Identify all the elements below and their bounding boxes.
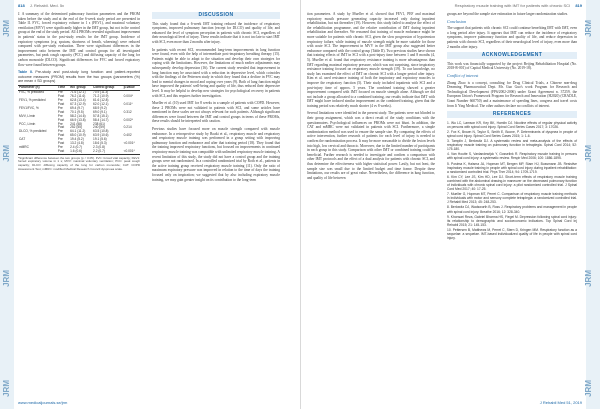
table-cell: 0.312 [123, 109, 132, 114]
running-head-text: J. Rehabil. Med. 5x [29, 3, 65, 8]
table-cell: Pre [57, 98, 63, 103]
footer-citation: J Rehabil Med 51, 2019 [539, 400, 582, 405]
running-head [18, 3, 64, 8]
table-cell: 238 (61) [93, 121, 105, 126]
page-number: 819 [575, 3, 582, 8]
table-cell: 71.6 (12.1) [70, 90, 86, 95]
table-cell: CAT [19, 137, 26, 142]
table-cell: Pre [57, 113, 63, 118]
reference-item: 4. Van Houtte S, Vanlandewijck Y, Gosselink R. Respiratory muscle training in persons with spinal cord injury: a systematic review. Respir Med 2006; 100: 1886-1895. [447, 152, 577, 161]
conflict-of-interest-paragraph: Zhang Zhao is a concept, consulting for Drug Clinical Trials, a Chinese non-drug Dreaming Pharmaceutical Dept. Mr. Guo Guo's work Program for Research and Technological Development (FP6/2002-2006) under Grant Agreement n. 37259, the European Union's Framework Program for Research and Innovation (H2020) (CRADLE, Grant Number 660750) and a maintenance of speeding lines, congress and travel costs from Ji Ying Medical. The other authors declare no conflicts of interest. [447, 80, 577, 108]
table-cell: Pre [57, 90, 63, 95]
reference-item: 10. Pettersen B, Matthews M, Perret C, Stern D, Kringen MM. Respiratory function as a sequelae: a sequelae. IMT-based individualized quality of life in people with spinal cord injury. [447, 227, 577, 241]
table-cell: 76.2 (11.6) [70, 94, 86, 99]
table-cell: 13.2 (4.8) [70, 141, 84, 146]
reference-item: 6. Kim CY, Lee JS, Kim HD, Lee DJ. Short-term effects of respiratory muscle training combined with the abdominal drawing-in maneuver on the decreased pulmonary function of individuals with chronic spinal cord injury: a pilot randomized controlled trial. J Spinal Cord Med 2017; 40: 17-25. [447, 174, 577, 192]
jrm-side-mark: JRM [584, 270, 593, 287]
jrm-side-mark: JRM [584, 20, 593, 37]
table-cell: Post [57, 94, 65, 99]
table-caption [18, 70, 140, 83]
table-cell: mMRC [19, 144, 29, 149]
table-cell: 19.4 (5.2) [70, 137, 84, 142]
table-cell: Pre [57, 137, 63, 142]
table-cell: 69.4 (9.7) [70, 105, 84, 110]
jrm-side-mark: JRM [2, 20, 11, 37]
table-cell: 241 (58) [70, 121, 82, 126]
reference-item: 1. Wu LC, Lamson KR, Key BK, Hamlin DJ. Nicotine effects of regular physical activity on persons with spinal cord injury. Spinal Cord Series Cases 2017; 3: 17026. [447, 120, 577, 129]
table-cell: 18.6 (5.3) [93, 141, 107, 146]
reference-item: 3. Tamplin J, Berlowitz DJ. A systematic review and meta-analysis of the effects of respiratory muscle training on pulmonary function in tetraplegia. Spinal Cord 2014; 52: 175-180. [447, 139, 577, 152]
body-paragraph: J. A summary of the determined pulmonary function parameters and the PROM taken before the study and at the end of the 6-week study period are presented in Table II. FVC, forced expiratory volume in 1 s (FEV1), and maximal voluntary ventilation (MVV) were significantly higher in the IMT group, but not in the control group at the end of the study period. All 4 PROMs revealed significant improvement in patients' status in the post-study results for the IMT group. Incidence of expiratory symptoms (e.g. sputum, shortness of breath, wheezing) were reduced compared with pre-study evaluation. There were significant differences in the improvement ratio between the IMT and control groups for all investigated parameters, but peak cough capacity (PCC) and diffusing capacity of the lung for carbon monoxide (DLCO). Significant differences for FVC and forced expiratory flow were found between groups. [18, 12, 140, 67]
body-paragraph: Several limitations were identified in the present study. The patients were not blinded to their group assignment, which was a direct result of the study conditions with the questionnaires. Psychological influences on PROMs were not blunt. In addition, the CAT and mMRC were not validated in patients with SCI. Furthermore, a simple randomization method was used to ensure the sample size. By comparing the effects of active intervention, further research of patients for each level of injury is needed to confirm the randomization process. It may be more reasonable to divide the lesion levels into high, low cervical and thoracic. Moreover, due to the limited number of participants in each group in this study. Comparison with other IMT or combined training could be beneficial. Further research is needed to investigate and confirm a comparison with other IMT protocols and the effect of a dual analysis for patients with chronic SCI, and thus determine the effectiveness with higher statistical power. Lastly, but not least, the sample size was small due to the limited budget and time frame. Despite these limitations, our results are of great value. Nevertheless, the difference in lung function, and quality of life between [307, 111, 435, 180]
jrm-side-mark: JRM [2, 270, 11, 287]
table-cell: 240 (59) [93, 125, 105, 130]
table-cell: Post [57, 133, 65, 138]
table-caption-label: Table II. [18, 70, 33, 75]
left-column-1 [18, 12, 140, 172]
table-cell: Post [57, 141, 65, 146]
table-cell: 66.9 (13.8) [70, 117, 86, 122]
table-cell: Pre [57, 144, 63, 149]
body-paragraph: This study found that a 6-week IMT training reduced the incidence of respiratory symptoms, improved pulmonary function (except for DLCO) and quality of life, and enhanced the level of symptom perception in patients with chronic SCI, regardless of their neurological level of injury. These results indicate that it is not too late to start IMT with SCI, even more than 2 months after injury. [152, 21, 280, 44]
table-cell: 0.002* [123, 117, 133, 122]
table-cell: 71.2 (10.9) [93, 94, 109, 99]
table-cell: FEV1, % predicted [19, 98, 46, 103]
table-cell: 0.214 [123, 125, 132, 130]
right-page [300, 0, 600, 409]
table-body [18, 91, 140, 155]
table-cell: 0.402 [123, 133, 132, 138]
table-cell: 63.5 (10.8) [93, 129, 109, 134]
body-paragraph: Previous studies have focused more on muscle strength compared with muscle endurance. In a retrospective study by Boaki et al., respiratory muscle and respiratory and respiratory muscle training was performed in a group setting with improving pulmonary function and endurance and after that training period (18). They found that the training improved respiratory functions, but focused on improvements in continued respiratory muscle training was compatible with unlimited respiratory muscle training. A recent limitation of this study, the study did not have a control group and the training groups were not randomized. In a controlled randomized trial by Roth et al., patients in the active training group received respiratory muscle training (11). Only the ratio of maximum expiratory pressure was improved in relation to the time of days the training focused only on inspiration; we suggested that by also including expiratory muscle training, we may gain greater insight on its contribution to the long-term [152, 127, 280, 182]
table-header-cell: p-value [123, 86, 140, 91]
table-cell: 57.8 (15.1) [93, 113, 109, 118]
table-cell: 63.9 (10.6) [93, 133, 109, 138]
acknowledgement-paragraph: This work was financially supported by the project Beijing Rehabilitation Hospital (No. 2018-R-001) of Capital Medical University (No. 2019-18). [447, 61, 577, 71]
table-cell: MVV, L/min [19, 113, 36, 118]
table-cell: 62.8 (13.4) [70, 98, 86, 103]
table-header-cell: IMT group [69, 86, 92, 91]
reference-item: 7. Mueller G, Hopman MT, Perret C. Comparison of respiratory muscle training methods in individuals with motor and sensory complete tetraplegia: a randomized controlled trial. J Rehabil Med 2013; 45: 248-253. [447, 192, 577, 205]
jrm-side-stripe [0, 0, 14, 409]
right-column-1 [307, 12, 435, 183]
reference-item: 2. Fox K, Brown N, Taylor S, Smith E, Boone, P. Determinants of dyspnea in people of spinal cord injury. Spinal Cord Series Cases 2015; 1: 1-6. [447, 129, 577, 138]
table-cell: 252 (55) [70, 125, 82, 130]
section-heading-discussion: DISCUSSION [152, 12, 280, 19]
table-cell: 68.9 (9.2) [93, 105, 107, 110]
table-cell: 62.0 (12.1) [93, 101, 109, 106]
table-cell: 2.3 (0.8) [93, 144, 105, 149]
table-cell: 19.1 (5.6) [93, 137, 107, 142]
table-cell: 69.0 (9.1) [93, 109, 107, 114]
table-cell: Post [57, 101, 65, 106]
reference-list [447, 121, 577, 241]
reference-item: 5. Postma K, Haisma JA, Hopman MT, Bergen MP, Stam HJ, Bussmann JB. Resistive inspiratory muscle training in people with spinal cord injury during inpatient rehabilitation: a randomized controlled trial. Phys Ther 2014; 94: 1709-1719. [447, 161, 577, 174]
jrm-side-mark: JRM [584, 380, 593, 397]
table-cell: Pre [57, 121, 63, 126]
table-cell: 0.004* [123, 94, 133, 99]
table-cell: 67.3 (12.9) [70, 101, 86, 106]
body-paragraph: tion parameters. A study by Mueller et al. showed that FEV1, PEF and maximal expiratory mouth pressure generating capacity increased only during inpatient rehabilitation, but not thereafter (19). However, this study failed to analyse the effect of the rehabilitation programme, and the relative contribution of IMT during inpatient rehabilitation and thereafter. We reasoned that training of muscle endurance might be more suitable for patients with chronic SCI, given the slow progression of hypotension respiratory failure, while training of muscle strength might be more suitable for those with acute SCI. The improvement in MVV in the IMT group also suggested better endurance compared with the control group (Table II). Two previous studies have shown that training effects of IMT in SCI with a post-injury time between 1 and 8 months (4, 5). Mueller et al. found that respiratory resistance training is more advantageous than IMT regarding maximal expiratory pressure, which was not surprising, since inspiratory resistance training focused on respiratory muscle strength (19). To our knowledge, no study has examined the effect of IMT on chronic SCI with a longer period after injury. Kim et al. used resistance training of both the inspiratory and expiratory muscles to improve the respiratory function (5). Their study included inpatients with SCI and a post-injury time of approx. 5 years. The combined training showed a greater improvement compared with IMT focused on muscle strength alone. Although we did not include a group allocated to a combined training, our results indicate that IMT with IMT might have induced similar improvement as the combined training, given that the training period was relatively much shorter (4 vs 8 weeks). [307, 12, 435, 108]
table-caption-text: Pre-study and post-study lung function and patient-reported outcome measures (PROM) results from the two groups (parameters (%) are mean ± SD groups) [18, 70, 140, 83]
body-paragraph: Mueller et al. (10) used IMT for 8 weeks in a sample of patients with COPD. However, these 2 PROMs were not validated in patients with SCI, and some articles have mentioned in these scales are not always relevant for such patients. Although significant differences were found between the IMT and control groups in terms of these PROMs, these results should be interpreted with caution. [152, 101, 280, 124]
table-cell: Pre [57, 105, 63, 110]
table-cell: FEV1/FVC, % [19, 105, 39, 110]
jrm-side-mark: JRM [584, 145, 593, 162]
table-cell: 64.1 (11.2) [70, 129, 86, 134]
body-paragraph: groups are beyond the sample size estimation in future larger randomization studies. [447, 12, 569, 16]
conclusion-heading: Conclusion [447, 18, 467, 24]
table-cell: <0.001* [123, 141, 135, 146]
page-number: 818 [18, 3, 25, 8]
body-paragraph: In patients with recent SCI, recommended long-term improvements in lung function were found, even with the help of intermediate post-inspiratory breathing therapy (15). Patients might be able to adapt to the situation and develop their own strategies for coping with the limitations. However, the limitations of much earlier adjustments may subsequently develop depression (16). The current study revealed that improvement in lung function may be associated with a reduction in depressive level, which coincides with the findings of the Pettersen study in which they found that a decline in FVC may lead to mental changes in mood and coping over years (9). Both of lung function might have improved the patients' well-being and quality of life, thus reduced their depressive level. It may be helpful to develop new strategies for psychological recovery in patients with SCI, and this requires further investigation. [152, 47, 280, 98]
table-cell: 70.1 (9.5) [70, 109, 84, 114]
section-heading-references: REFERENCES [447, 111, 577, 118]
jrm-side-mark: JRM [2, 145, 11, 162]
running-head-text: Respiratory muscle training with IMT for patients with chronic SCI [454, 3, 571, 8]
table-cell: 58.2 (14.6) [70, 113, 86, 118]
table-footnote: *Significant difference between the two groups (p < 0.05). FVC: forced vital capacity; FEV1: forced expiratory volume in 1 s; MVV: maximal voluntary ventilation; PCC: peak cough capacity; DLCO: diffusing capacity of the lung for carbon monoxide; CAT: COPD Assessment Test; mMRC: modified Medical Research Council dyspnoea scale. [18, 155, 140, 171]
table-cell: FVC, % predicted [19, 90, 44, 95]
table-cell: Post [57, 150, 69, 154]
table-cell: Pre [57, 129, 63, 134]
table-header-cell: Parameter (n) [18, 86, 57, 91]
results-table [18, 85, 140, 154]
table-cell: Post [57, 109, 65, 114]
table-cell: <0.001* [123, 150, 140, 154]
table-header-cell: Control group [92, 86, 123, 91]
section-heading-acknowledgement: ACKNOWLEDGEMENT [447, 52, 577, 59]
table-cell [18, 150, 57, 154]
table-cell: DLCO, % predicted [19, 129, 47, 134]
footer-url[interactable]: www.medicaljournals.se/jrm [18, 400, 68, 405]
left-column-2 [152, 12, 280, 185]
jrm-side-mark: JRM [2, 380, 11, 397]
table-cell: 61.6 (12.8) [93, 98, 109, 103]
table-cell: 0.011* [123, 101, 133, 106]
table-header-cell: Time [57, 86, 69, 91]
table-cell: 2.4 (0.7) [70, 144, 82, 149]
table-row [18, 150, 140, 154]
right-column-2 [447, 12, 577, 241]
running-head [455, 3, 582, 8]
table-cell: 2.2 (0.7) [92, 150, 123, 154]
conclusion-paragraph: The support that patients with chronic SCI could continue benefiting IMT with IMT, even a long period after injury. It appears that IMT can reduce the incidence of respiratory symptoms, improve pulmonary function and quality of life, and reduce depression in patients with chronic SCI, regardless of their neurological level of injury, even more than 2 months after injury. [447, 26, 577, 49]
table-cell: PCC, L/min [19, 121, 36, 126]
jrm-side-stripe [586, 0, 600, 409]
table-cell: 58.4 (14.7) [93, 117, 109, 122]
conflict-of-interest-heading: Conflict of interest [447, 72, 479, 78]
table-cell: Post [57, 125, 65, 130]
reference-item: 8. Berlowitz DJ, Wadsworth B, Ross J. Respiratory problems and management in people with spinal cord injury. Breathe 2016; 12: 328-340. [447, 205, 577, 214]
reference-item: 9. Khonsari Reza, Gabriel Bharma HS, Fiegel M. Depression following spinal cord injury: its relationship to demographic and socioeconomic indicators. Top Spinal Cord Inj Rehabil 2015; 21: 145-153. [447, 214, 577, 227]
table-cell: 65.0 (10.9) [70, 133, 86, 138]
table-cell: 1.6 (0.6) [69, 150, 92, 154]
table-cell: Post [57, 117, 65, 122]
table-cell: 70.9 (11.3) [93, 90, 109, 95]
